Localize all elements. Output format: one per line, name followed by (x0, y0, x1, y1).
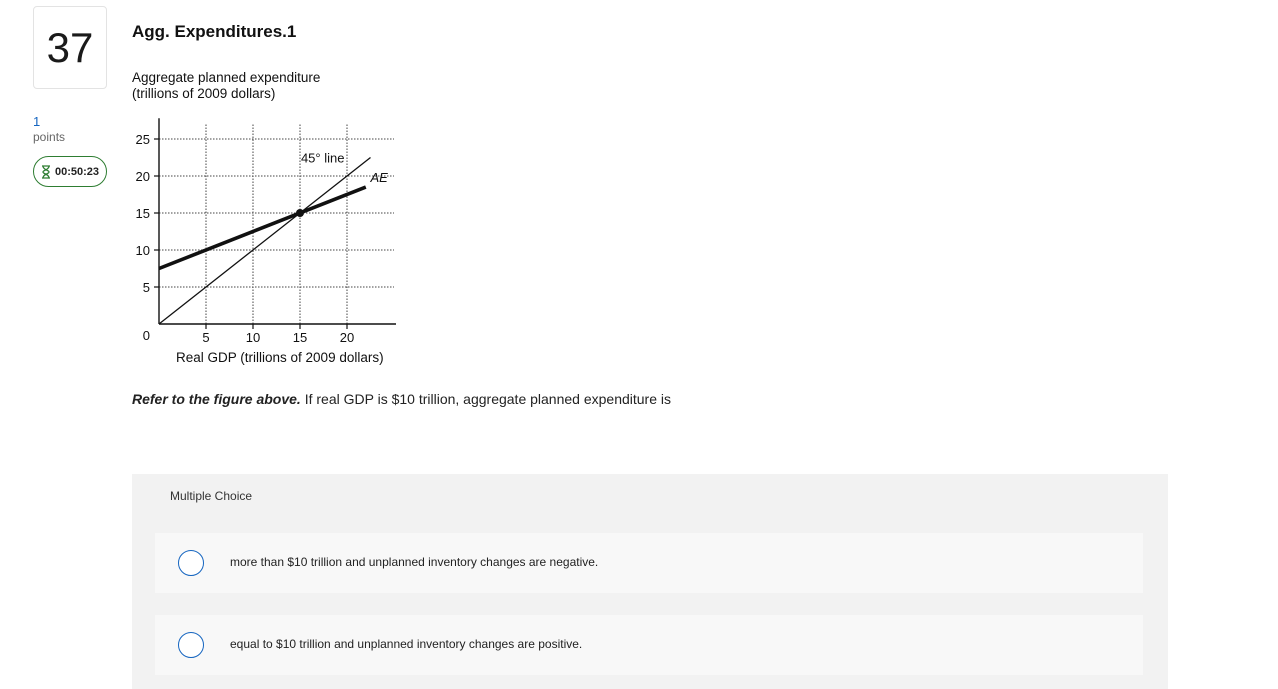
origin-label: 0 (142, 328, 150, 343)
prompt-text: If real GDP is $10 trillion, aggregate planned expenditure is (300, 391, 671, 407)
radio-button-2[interactable] (178, 632, 204, 658)
label-ae-line: AE (370, 169, 388, 185)
timer-badge[interactable] (33, 156, 107, 187)
y-tick-label-10: 10 (135, 243, 150, 258)
answer-option-2[interactable] (155, 615, 1143, 675)
x-tick-label-15: 15 (292, 330, 308, 345)
y-tick-label-20: 20 (135, 169, 150, 184)
series-ae-line (159, 187, 366, 268)
question-prompt (132, 391, 671, 407)
y-tick-label-25: 25 (135, 132, 150, 147)
x-axis-label: Real GDP (trillions of 2009 dollars) (176, 350, 384, 365)
timer-text: 00:50:23 (54, 165, 100, 178)
multiple-choice-header: Multiple Choice (170, 489, 253, 503)
multiple-choice-panel (132, 474, 1168, 689)
series-45-degree-line (159, 158, 371, 325)
y-axis-label-line-1: Aggregate planned expenditure (132, 70, 321, 85)
answer-option-1[interactable] (155, 533, 1143, 593)
y-axis-label-line-2: (trillions of 2009 dollars) (132, 86, 276, 101)
x-tick-label-5: 5 (202, 330, 210, 345)
x-tick-label-10: 10 (245, 330, 261, 345)
chart-svg (128, 66, 408, 371)
chart-figure (128, 66, 408, 371)
y-tick-label-15: 15 (135, 206, 150, 221)
question-title: Agg. Expenditures.1 (132, 22, 297, 41)
answer-option-1-text: more than $10 trillion and unplanned inventory changes are negative. (230, 555, 599, 569)
y-tick-label-5: 5 (142, 280, 150, 295)
question-number: 37 (33, 6, 107, 89)
label-45-degree-line: 45° line (300, 150, 345, 166)
intersection-point-1 (296, 209, 304, 217)
x-tick-label-20: 20 (339, 330, 355, 345)
radio-button-1[interactable] (178, 550, 204, 576)
points-label: points (33, 130, 66, 144)
answer-option-2-text: equal to $10 trillion and unplanned inventory changes are positive. (230, 637, 583, 651)
prompt-reference: Refer to the figure above. (132, 391, 301, 407)
points-value: 1 (33, 114, 41, 129)
hourglass-icon (41, 165, 51, 179)
